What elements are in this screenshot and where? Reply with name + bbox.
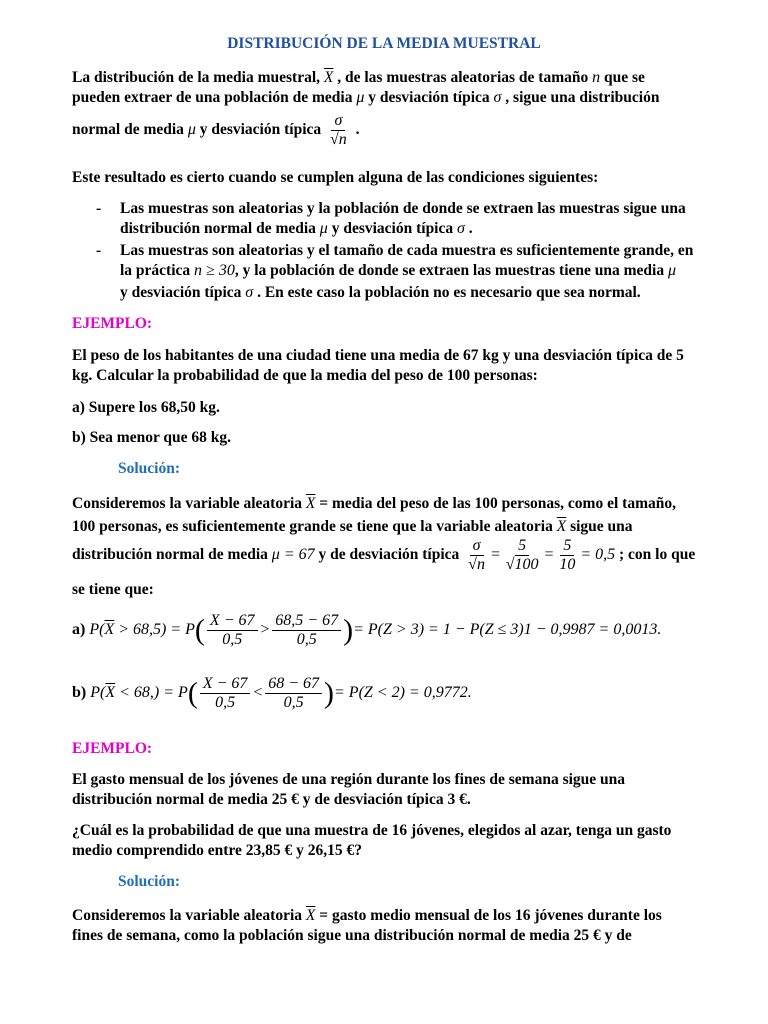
bullet-2-line-2 — [120, 261, 708, 281]
numerator: 5 — [560, 537, 574, 556]
denominator: 0,5 — [222, 631, 243, 648]
bullet-dash: - — [96, 242, 102, 259]
x-bar-symbol: $\overline{X}$ — [305, 495, 316, 512]
sigma-over-sqrt-n — [465, 537, 488, 574]
fraction — [207, 612, 258, 649]
text: = media del peso de las 100 personas, como el tamaño, — [315, 495, 676, 512]
numerator: σ — [331, 112, 345, 131]
bullet-2-line-3 — [120, 283, 708, 303]
text: = P(Z > 3) = 1 − P(Z ≤ 3)1 − 0,9987 = 0,0013. — [353, 621, 662, 639]
text: que se — [600, 69, 645, 86]
denominator: √n — [330, 131, 347, 148]
text: normal de media — [72, 121, 188, 139]
text: distribución normal de media — [120, 220, 320, 237]
page-title: DISTRIBUCIÓN DE LA MEDIA MUESTRAL — [227, 35, 541, 52]
x-bar-symbol: $\overline{X}$ — [323, 69, 334, 86]
solution-1-line-2 — [72, 517, 708, 537]
solution-1-line-4: se tiene que: — [72, 581, 154, 598]
denominator: 0,5 — [283, 694, 304, 711]
numerator: 68 − 67 — [265, 675, 322, 694]
text: Consideremos la variable aleatoria — [72, 907, 306, 924]
text: , de las muestras aleatorias de tamaño — [333, 69, 593, 86]
intro-line-2 — [72, 88, 708, 108]
text: La distribución de la media muestral, — [72, 69, 324, 86]
example-2-line-2: distribución normal de media 25 € y de desviación típica 3 €. — [72, 791, 471, 808]
text: , sigue una distribución — [501, 89, 660, 106]
x-bar-symbol: $\overline{X}$ — [105, 684, 116, 702]
text: = gasto medio mensual de los 16 jóvenes durante los — [315, 907, 662, 924]
text: 100 personas, es suficientemente grande se tiene que la variable aleatoria — [72, 518, 557, 535]
mu-eq-67: μ = 67 — [271, 546, 315, 564]
text: y de desviación típica — [314, 546, 464, 564]
sigma-over-sqrt-n — [327, 112, 350, 149]
text: < 68,) = P — [115, 684, 188, 702]
example-1-line-1: El peso de los habitantes de una ciudad tiene una media de 67 kg y una desviación típica de 5 — [72, 347, 684, 364]
text: . En este caso la población no es necesario que sea normal. — [253, 284, 641, 301]
bullet-1-line-1: Las muestras son aleatorias y la población de donde se extraen las muestras sigue una — [120, 200, 686, 217]
numerator: X − 67 — [200, 675, 251, 694]
text: y desviación típica — [327, 220, 457, 237]
example-1-part-a: a) Supere los 68,50 kg. — [72, 399, 220, 416]
label: a) — [72, 621, 86, 639]
text: ; con lo que — [615, 546, 696, 564]
equals-05: = 0,5 — [580, 546, 616, 564]
text: P( — [90, 684, 106, 702]
text: distribución normal de media — [72, 546, 272, 564]
example-heading-1: EJEMPLO: — [72, 315, 153, 332]
text: > 68,5) = P — [114, 621, 195, 639]
text: P( — [89, 621, 105, 639]
intro-line-1 — [72, 68, 708, 88]
numerator: σ — [470, 537, 484, 556]
n-ge-30: n ≥ 30 — [194, 262, 235, 279]
solution-1-line-1 — [72, 494, 708, 514]
paren: ( — [187, 676, 198, 710]
equals: = — [489, 546, 501, 564]
five-over-sqrt-100 — [503, 537, 542, 574]
solution-2-line-2: fines de semana, como la población sigue una distribución normal de media 25 € y de — [72, 927, 632, 944]
example-heading-2: EJEMPLO: — [72, 740, 153, 757]
solution-heading-2: Solución: — [118, 873, 181, 890]
fraction — [272, 612, 341, 649]
sigma-symbol: σ — [493, 89, 502, 106]
text: Consideremos la variable aleatoria — [72, 495, 306, 512]
label: b) — [72, 684, 87, 702]
text: , y la población de donde se extraen las muestras tiene una media — [234, 262, 668, 279]
paren: ) — [324, 676, 334, 710]
example-2-line-1: El gasto mensual de los jóvenes de una región durante los fines de semana sigue una — [72, 771, 626, 788]
solution-2-line-1 — [72, 906, 708, 926]
mu-symbol: μ — [187, 121, 196, 139]
mu-symbol: μ — [319, 220, 328, 237]
fraction — [265, 675, 322, 712]
denominator: √n — [468, 556, 485, 573]
text: . — [351, 121, 360, 139]
mu-symbol: μ — [356, 89, 365, 106]
fraction — [200, 675, 251, 712]
numerator: X − 67 — [207, 612, 258, 631]
intro-line-3 — [72, 112, 708, 149]
sigma-symbol: σ — [457, 220, 465, 237]
denominator: 0,5 — [215, 694, 236, 711]
equals: = — [543, 546, 555, 564]
example-2-question-1: ¿Cuál es la probabilidad de que una muestra de 16 jóvenes, elegidos al azar, tenga un gasto — [72, 822, 672, 839]
conditions-intro: Este resultado es cierto cuando se cumplen alguna de las condiciones siguientes: — [72, 169, 599, 186]
text: y desviación típica — [364, 89, 494, 106]
lt: < — [252, 684, 264, 702]
solution-heading-1: Solución: — [118, 460, 181, 477]
text: y desviación típica — [195, 121, 326, 139]
sigma-symbol: σ — [245, 284, 254, 301]
mu-symbol: μ — [667, 262, 677, 279]
five-over-ten — [556, 537, 578, 574]
x-bar-symbol: $\overline{X}$ — [305, 907, 316, 924]
text: sigue una — [566, 518, 633, 535]
n-symbol: n — [592, 69, 601, 86]
denominator: 10 — [559, 556, 576, 573]
example-1-line-2: kg. Calcular la probabilidad de que la media del peso de 100 personas: — [72, 367, 538, 384]
gt: > — [259, 621, 271, 639]
numerator: 68,5 − 67 — [272, 612, 341, 631]
bullet-dash: - — [96, 200, 102, 217]
numerator: 5 — [515, 537, 529, 556]
denominator: 0,5 — [296, 631, 317, 648]
paren: ) — [343, 613, 354, 647]
text: . — [464, 220, 473, 237]
text: y desviación típica — [120, 284, 246, 301]
example-2-question-2: medio comprendido entre 23,85 € y 26,15 €? — [72, 842, 363, 859]
equation-b — [72, 675, 708, 712]
text: = P(Z < 2) = 0,9772. — [334, 684, 472, 702]
bullet-2-line-1: Las muestras son aleatorias y el tamaño de cada muestra es suficientemente grande, en — [120, 242, 694, 259]
equation-a — [72, 612, 708, 649]
text: pueden extraer de una población de media — [72, 89, 357, 106]
example-1-part-b: b) Sea menor que 68 kg. — [72, 429, 232, 446]
x-bar-symbol: $\overline{X}$ — [104, 621, 115, 639]
bullet-1-line-2 — [120, 219, 708, 239]
x-bar-symbol: $\overline{X}$ — [556, 518, 567, 535]
denominator: √100 — [505, 556, 539, 573]
text: la práctica — [120, 262, 195, 279]
solution-1-line-3 — [72, 537, 708, 574]
paren: ( — [194, 613, 205, 647]
